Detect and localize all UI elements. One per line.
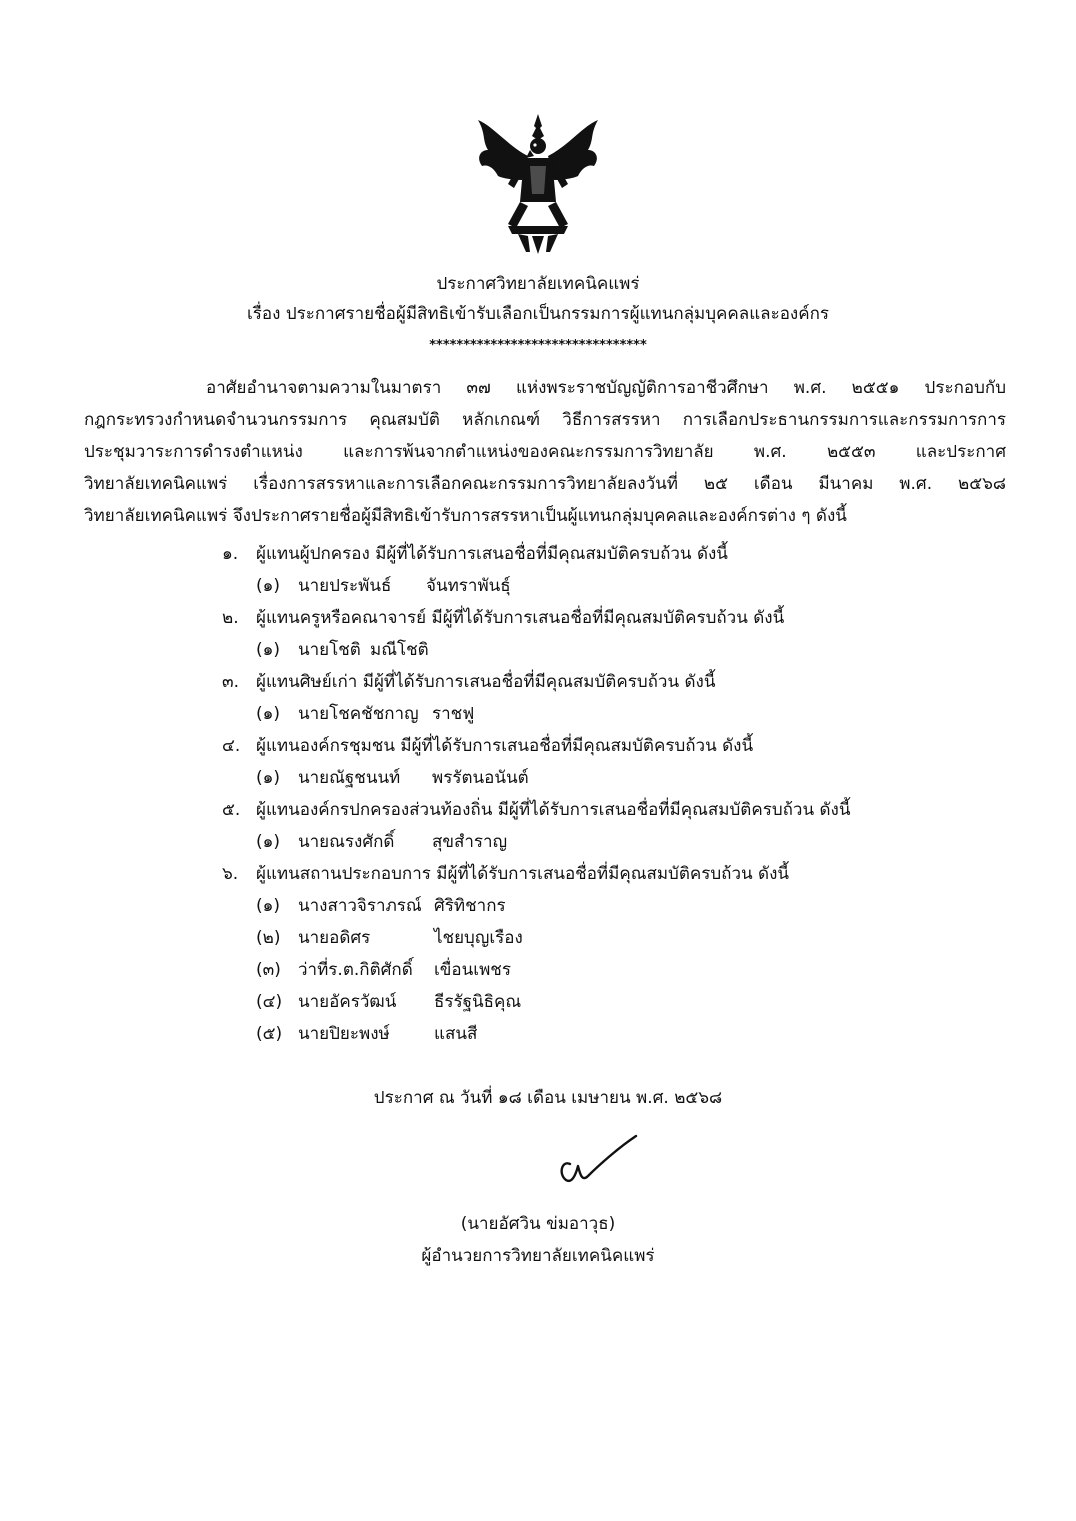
- person-name: นายประพันธ์: [298, 576, 392, 596]
- list-item: [222, 890, 922, 922]
- person-number: (๕): [256, 1024, 283, 1044]
- category-title: ผู้แทนสถานประกอบการ มีผู้ที่ได้รับการเสนอชื่อที่มีคุณสมบัติครบถ้วน ดังนี้: [256, 864, 790, 884]
- person-surname: ศิริทิชากร: [434, 896, 506, 916]
- list-item: [222, 986, 922, 1018]
- person-surname: เขื่อนเพชร: [434, 960, 511, 980]
- body-line: ประชุมวาระการดำรงตำแหน่ง และการพ้นจากตำแหน่งของคณะกรรมการวิทยาลัย พ.ศ. ๒๕๕๓ และประกาศ: [84, 442, 1006, 462]
- candidate-list: [222, 538, 922, 1050]
- announcement-org: ประกาศวิทยาลัยเทคนิคแพร่: [436, 274, 640, 294]
- person-surname: ไชยบุญเรือง: [434, 928, 523, 948]
- person-number: (๑): [256, 576, 281, 596]
- body-line: อาศัยอำนาจตามความในมาตรา ๓๗ แห่งพระราชบัญญัติการอาชีวศึกษา พ.ศ. ๒๕๕๑ ประกอบกับ: [206, 378, 1006, 398]
- person-surname: จันทราพันธุ์: [426, 576, 511, 596]
- body-paragraph: [84, 372, 1006, 532]
- person-name: นายปิยะพงษ์: [298, 1024, 390, 1044]
- person-number: (๑): [256, 768, 281, 788]
- person-number: (๑): [256, 896, 281, 916]
- person-name: นายณรงศักดิ์: [298, 832, 395, 852]
- category-title: ผู้แทนองค์กรปกครองส่วนท้องถิ่น มีผู้ที่ได้รับการเสนอชื่อที่มีคุณสมบัติครบถ้วน ดังนี้: [256, 800, 851, 820]
- category-title: ผู้แทนครูหรือคณาจารย์ มีผู้ที่ได้รับการเสนอชื่อที่มีคุณสมบัติครบถ้วน ดังนี้: [256, 608, 785, 628]
- body-line: วิทยาลัยเทคนิคแพร่ จึงประกาศรายชื่อผู้มีสิทธิเข้ารับการสรรหาเป็นผู้แทนกลุ่มบุคคลและองค์กรต่าง ๆ ดังนี้: [84, 506, 847, 526]
- person-number: (๓): [256, 960, 281, 980]
- announcement-date: ประกาศ ณ วันที่ ๑๘ เดือน เมษายน พ.ศ. ๒๕๖๘: [373, 1088, 723, 1108]
- person-number: (๔): [256, 992, 283, 1012]
- person-number: (๒): [256, 928, 281, 948]
- list-item: [222, 634, 922, 666]
- category-heading: [222, 602, 922, 634]
- body-line: วิทยาลัยเทคนิคแพร่ เรื่องการสรรหาและการเลือกคณะกรรมการวิทยาลัยลงวันที่ ๒๕ เดือน มีนาคม พ.ศ. ๒๕๖๘: [84, 474, 1006, 494]
- list-item: [222, 1018, 922, 1050]
- person-number: (๑): [256, 832, 281, 852]
- category-number: ๒.: [222, 608, 239, 628]
- category-number: ๕.: [222, 800, 241, 820]
- category-heading: [222, 730, 922, 762]
- list-item: [222, 698, 922, 730]
- person-name: นายโชติ: [298, 640, 361, 660]
- category-number: ๔.: [222, 736, 241, 756]
- garuda-emblem-icon: [468, 106, 608, 256]
- person-surname: ธีรรัฐนิธิคุณ: [434, 992, 522, 1012]
- category-number: ๑.: [222, 544, 239, 564]
- person-name: นายโชคชัชกาญ: [298, 704, 419, 724]
- signature-mark: [548, 1130, 648, 1190]
- separator-stars: ********************************: [429, 338, 647, 353]
- signer-name: (นายอัศวิน ข่มอาวุธ): [460, 1214, 616, 1234]
- person-name: นายณัฐชนนท์: [298, 768, 401, 788]
- category-number: ๖.: [222, 864, 239, 884]
- body-line: กฎกระทรวงกำหนดจำนวนกรรมการ คุณสมบัติ หลักเกณฑ์ วิธีการสรรหา การเลือกประธานกรรมการและกรรมการการ: [84, 410, 1006, 430]
- person-surname: มณีโชติ: [370, 640, 429, 660]
- category-title: ผู้แทนศิษย์เก่า มีผู้ที่ได้รับการเสนอชื่อที่มีคุณสมบัติครบถ้วน ดังนี้: [256, 672, 716, 692]
- person-surname: สุขสำราญ: [432, 832, 508, 852]
- category-heading: [222, 538, 922, 570]
- category-title: ผู้แทนผู้ปกครอง มีผู้ที่ได้รับการเสนอชื่อที่มีคุณสมบัติครบถ้วน ดังนี้: [256, 544, 728, 564]
- person-number: (๑): [256, 704, 281, 724]
- category-number: ๓.: [222, 672, 240, 692]
- category-title: ผู้แทนองค์กรชุมชน มีผู้ที่ได้รับการเสนอชื่อที่มีคุณสมบัติครบถ้วน ดังนี้: [256, 736, 754, 756]
- category-heading: [222, 794, 922, 826]
- person-name: นางสาวจิราภรณ์: [298, 896, 422, 916]
- category-heading: [222, 858, 922, 890]
- list-item: [222, 570, 922, 602]
- person-number: (๑): [256, 640, 281, 660]
- person-name: นายอัครวัฒน์: [298, 992, 397, 1012]
- person-name: ว่าที่ร.ต.กิติศักดิ์: [298, 960, 413, 980]
- person-surname: แสนสี: [434, 1024, 478, 1044]
- person-surname: ราชฟู: [432, 704, 475, 724]
- category-heading: [222, 666, 922, 698]
- signer-position: ผู้อำนวยการวิทยาลัยเทคนิคแพร่: [421, 1246, 655, 1266]
- list-item: [222, 954, 922, 986]
- person-name: นายอดิศร: [298, 928, 371, 948]
- list-item: [222, 826, 922, 858]
- list-item: [222, 922, 922, 954]
- announcement-subject: เรื่อง ประกาศรายชื่อผู้มีสิทธิเข้ารับเลือกเป็นกรรมการผู้แทนกลุ่มบุคคลและองค์กร: [246, 304, 830, 324]
- person-surname: พรรัตนอนันต์: [432, 768, 529, 788]
- list-item: [222, 762, 922, 794]
